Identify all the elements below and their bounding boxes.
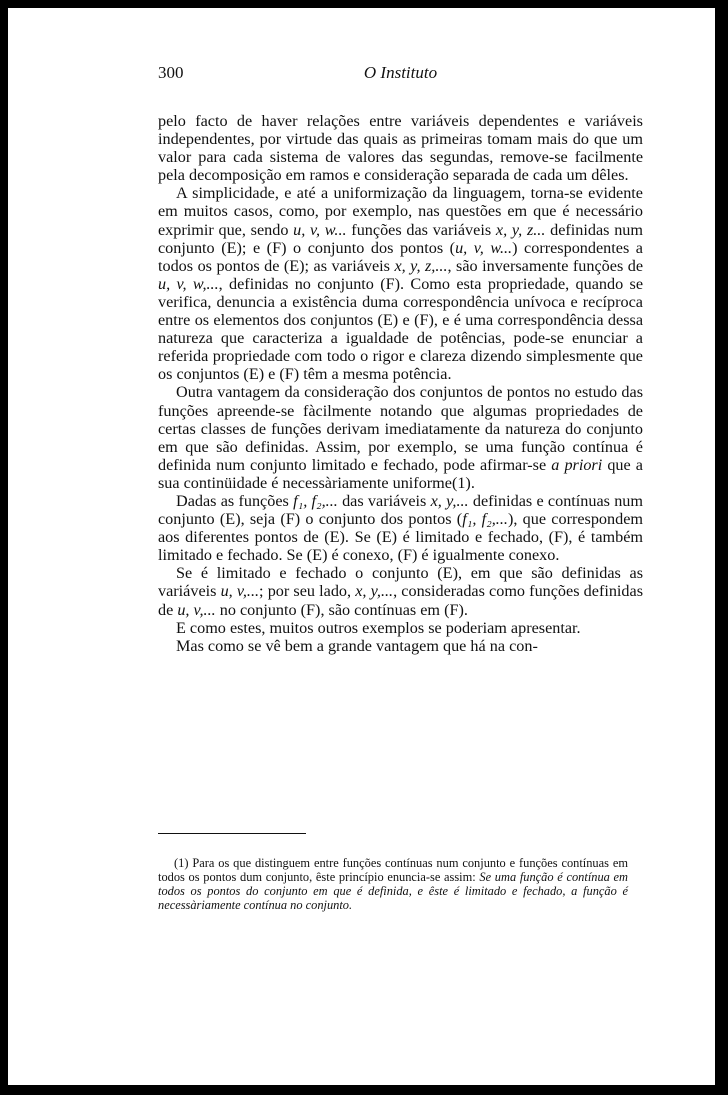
text-segment: funções das variáveis xyxy=(346,220,496,239)
text-segment: definidas e contínuas num conjunto (E), seja (F) o conjunto dos pontos ( xyxy=(158,491,643,529)
math-variables: x, y,... xyxy=(430,491,469,510)
page xyxy=(8,8,715,1085)
math-variables: u, v, w... xyxy=(455,238,513,257)
text-segment: Mas como se vê bem a grande vantagem que há na con- xyxy=(176,636,538,655)
footnote-text xyxy=(158,856,628,912)
text-segment: das variáveis xyxy=(337,491,431,510)
text-segment: A simplicidade, e até a uniformização da linguagem, torna-se evidente em muitos casos, como, por exemplo, nas questões em que é necessário exprimir que, sendo xyxy=(158,184,643,239)
math-variables: f₁, f₂,... xyxy=(462,510,508,529)
text-segment: Dadas as funções xyxy=(176,491,294,510)
paragraph xyxy=(158,492,643,564)
text-segment: , consideradas como funções definidas de xyxy=(158,582,643,619)
text-segment: pelo facto de haver relações entre variáveis dependentes e variáveis independentes, por virtude das quais as primeiras tomam mais do que um valor para cada sistema de valores das segundas, remove-se facilmente pela decomposição em ramos e consideração separada de cada um dêles. xyxy=(158,112,643,185)
page-number: 300 xyxy=(158,63,184,82)
footnote-divider xyxy=(158,833,306,834)
math-variables: f₁, f₂,... xyxy=(293,491,338,510)
paragraph xyxy=(158,564,643,618)
text-segment: que a sua continüidade é necessàriamente uniforme(1). xyxy=(158,455,643,492)
math-variables: x, y,... xyxy=(355,582,394,601)
text-segment: no conjunto (F), são contínuas em (F). xyxy=(215,600,468,619)
text-segment: Se é limitado e fechado o conjunto (E), em que são definidas as variáveis xyxy=(158,564,643,601)
footnote xyxy=(158,856,628,912)
math-variables: x, y, z... xyxy=(495,220,546,239)
paragraph xyxy=(158,619,643,637)
text-segment: , definidas no conjunto (F). Como esta propriedade, quando se verifica, denuncia a existência duma correspondência unívoca e recíproca entre os elementos dos conjuntos (E) e (F), e é uma correspondência dessa natureza que caracteriza a igualdade de potências, pode-se enunciar a referida propriedade com todo o rigor e clareza dizendo simplesmente que os conjuntos (E) e (F) têm a mesma potência. xyxy=(158,274,643,384)
text-segment: (1) Para os que distinguem entre funções contínuas num conjunto e funções contínuas em todos os pontos dum conjunto, êste princípio enuncia-se assim: xyxy=(158,856,628,884)
paragraph xyxy=(158,112,643,184)
body-text xyxy=(158,112,643,655)
math-variables: u, v,... xyxy=(220,582,260,601)
math-variables: x, y, z,... xyxy=(394,256,448,275)
math-variables: u, v,... xyxy=(177,600,216,619)
page-header xyxy=(158,63,643,93)
text-segment: ), que correspondem aos diferentes pontos de (E). Se (E) é limitado e fechado, (F), é também limitado e fechado. Se (E) é conexo, (F) é igualmente conexo. xyxy=(158,510,643,565)
running-title: O Instituto xyxy=(363,63,438,82)
text-segment: , são inversamente funções de xyxy=(447,256,644,275)
text-segment: definidas num conjunto (E); e (F) o conjunto dos pontos ( xyxy=(158,220,643,257)
math-variables: u, v, w,... xyxy=(158,274,219,293)
text-segment: ) correspondentes a todos os pontos de (E); as variáveis xyxy=(158,238,643,275)
text-segment: E como estes, muitos outros exemplos se poderiam apresentar. xyxy=(176,618,581,637)
italic-phrase: Se uma função é contínua em todos os pontos do conjunto em que é definida, e êste é limitado e fechado, a função é necessàriamente contínua no conjunto. xyxy=(158,870,629,912)
math-variables: u, v, w... xyxy=(293,220,347,239)
text-segment: ; por seu lado, xyxy=(259,582,356,601)
text-segment: Outra vantagem da consideração dos conjuntos de pontos no estudo das funções apreende-se fàcilmente notando que algumas propriedades de certas classes de funções derivam imediatamente da natureza do conjunto em que são definidas. Assim, por exemplo, se uma função contínua é definida num conjunto limitado e fechado, pode afirmar-se xyxy=(158,383,643,474)
italic-phrase: a priori xyxy=(551,455,603,474)
paragraph xyxy=(158,637,643,655)
paragraph xyxy=(158,383,643,492)
paragraph xyxy=(158,184,643,383)
